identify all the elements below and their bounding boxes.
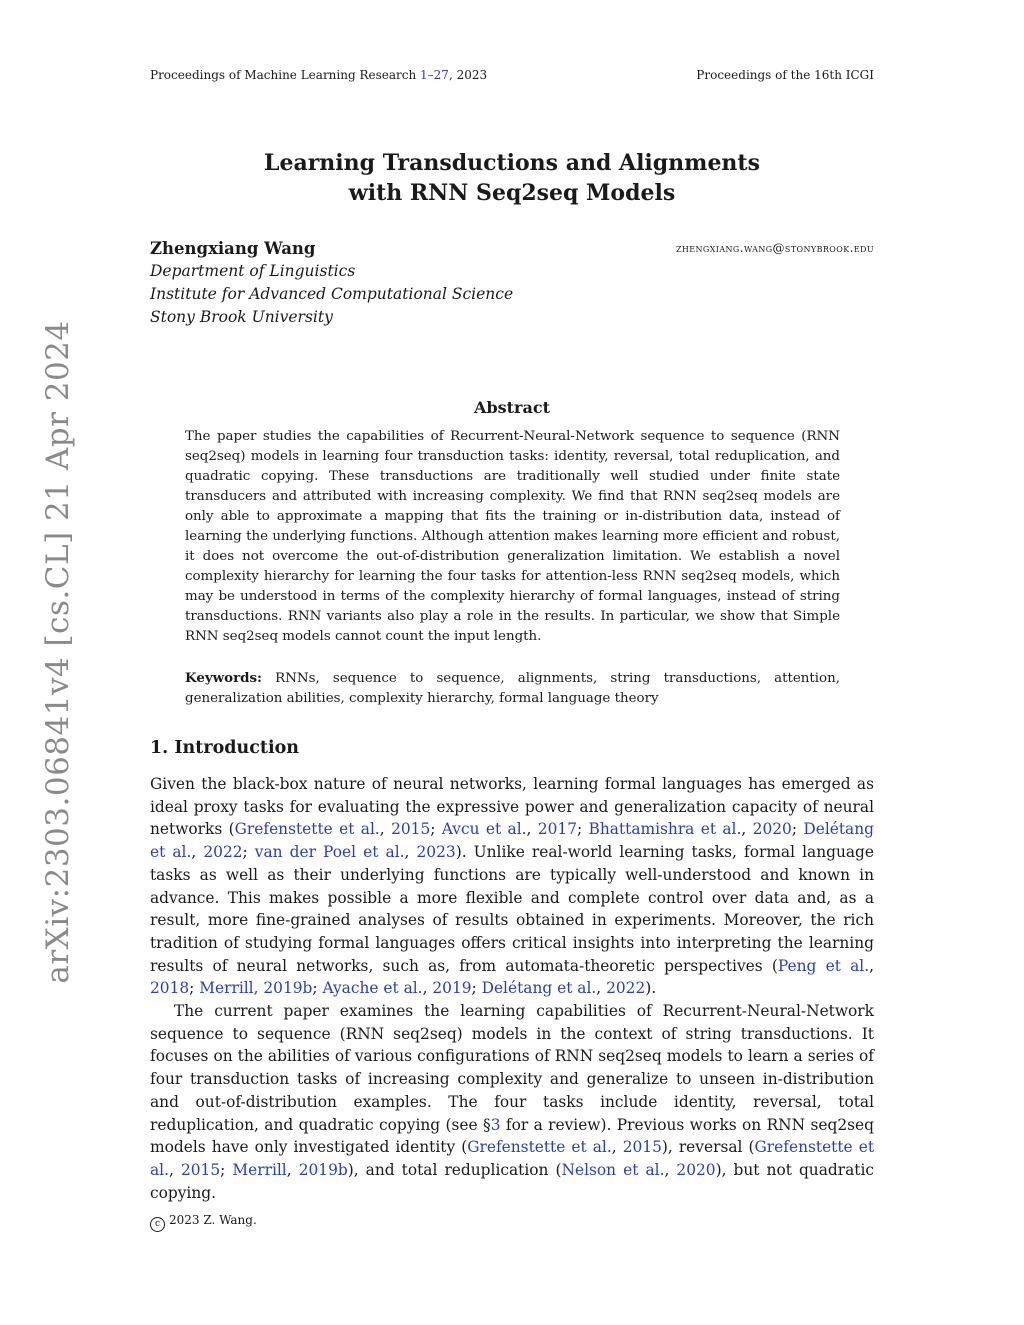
author-block — [150, 237, 513, 329]
citation-link[interactable]: 2015 — [180, 1160, 221, 1179]
title-line-2: with RNN Seq2seq Models — [348, 180, 676, 206]
citation-link[interactable]: Nelson et al. — [561, 1160, 665, 1179]
citation-link[interactable]: 2022 — [606, 979, 646, 998]
author-affiliation: Stony Brook University — [150, 308, 333, 326]
citation-link[interactable]: 3 — [490, 1115, 501, 1134]
running-header-left — [150, 68, 487, 82]
citation-link[interactable]: Grefenstette et al. — [234, 820, 380, 839]
running-header-right: Proceedings of the 16th ICGI — [696, 68, 874, 82]
citation-link[interactable]: Merrill, 2019b — [199, 979, 313, 998]
paragraph-2: The current paper examines the learning capabilities of Recurrent-Neural-Network sequence to sequence (RNN seq2seq) models in the context of string transductions. It focuses on the abilities of various configurations of RNN seq2seq models to learn a series of four transduction tasks of increasing complexity and generalize to unseen in-distribution and out-of-distribution examples. The four tasks include identity, reversal, total reduplication, and quadratic copying (see §3 for a review). Previous works on RNN seq2seq models have only investigated identity (Grefenstette et al., 2015), reversal (Grefenstette et al., 2015; Merrill, 2019b), and total reduplication (Nelson et al., 2020), but not quadratic copying. — [150, 1002, 875, 1202]
section-heading-introduction: 1. Introduction — [150, 738, 299, 758]
citation-link[interactable]: 2019 — [432, 979, 472, 998]
header-pages-link[interactable]: 1–27 — [420, 68, 449, 82]
paper-title — [0, 148, 1024, 208]
citation-link[interactable]: 2015 — [391, 820, 431, 839]
citation-link[interactable]: Peng et al. — [777, 956, 870, 975]
citation-link[interactable]: 2022 — [203, 843, 243, 862]
citation-link[interactable]: Ayache et al. — [322, 979, 423, 998]
citation-link[interactable]: Grefenstette et al. — [150, 1138, 875, 1179]
author-name: Zhengxiang Wang — [150, 239, 316, 258]
abstract-heading: Abstract — [474, 398, 550, 417]
citation-link[interactable]: 2020 — [752, 820, 792, 839]
paragraph-1: Given the black-box nature of neural networks, learning formal languages has emerged as ideal proxy tasks for evaluating the expressive power and generalization capacity of neural networks (Grefenstette et al., 2015; Avcu et al., 2017; Bhattamishra et al., 2020; Delétang et al., 2022; van der Poel et al., 2023). Unlike real-world learning tasks, formal language tasks as well as their underlying functions are typically well-understood and known in advance. This makes possible a more flexible and complete control over data and, as a result, more fine-grained analyses of results obtained in experiments. Moreover, the rich tradition of studying formal languages offers critical insights into interpreting the learning results of neural networks, such as, from automata-theoretic perspectives (Peng et al., 2018; Merrill, 2019b; Ayache et al., 2019; Delétang et al., 2022). — [150, 775, 875, 998]
citation-link[interactable]: 2018 — [150, 979, 190, 998]
header-journal: Proceedings of Machine Learning Research — [150, 68, 421, 82]
introduction-body — [150, 773, 874, 1204]
header-year: , 2023 — [448, 68, 488, 82]
citation-link[interactable]: 2015 — [622, 1138, 662, 1157]
copyright-icon: c — [150, 1217, 165, 1232]
author-email[interactable]: zhengxiang.wang@stonybrook.edu — [675, 241, 874, 255]
keywords — [185, 668, 840, 709]
citation-link[interactable]: Merrill — [232, 1160, 287, 1179]
citation-link[interactable]: Bhattamishra et al. — [588, 820, 742, 839]
copyright-text: 2023 Z. Wang. — [169, 1213, 257, 1227]
citation-link[interactable]: 2020 — [676, 1160, 716, 1179]
arxiv-side-stamp: arXiv:2303.06841v4 [cs.CL] 21 Apr 2024 — [40, 320, 76, 984]
citation-link[interactable]: Grefenstette et al. — [467, 1138, 612, 1157]
author-affiliation: Department of Linguistics — [150, 262, 356, 280]
citation-link[interactable]: 2019b — [298, 1160, 348, 1179]
citation-link[interactable]: Delétang et al. — [481, 979, 597, 998]
citation-link[interactable]: 2017 — [537, 820, 577, 839]
citation-link[interactable]: Avcu et al. — [441, 820, 527, 839]
citation-link[interactable]: Delétang et al. — [150, 820, 874, 862]
keywords-text: RNNs, sequence to sequence, alignments, string transductions, attention, generalization abilities, complexity hierarchy, formal language theory — [185, 671, 840, 706]
citation-link[interactable]: van der Poel et al. — [254, 843, 405, 862]
citation-link[interactable]: 2023 — [416, 843, 456, 862]
abstract-text: The paper studies the capabilities of Recurrent-Neural-Network sequence to sequence (RNN seq2seq) models in learning four transduction tasks: identity, reversal, total reduplication, and quadratic copying. These transductions are traditionally well studied under finite state transducers and attributed with increasing complexity. We find that RNN seq2seq models are only able to approximate a mapping that fits the training or in-distribution data, instead of learning the underlying functions. Although attention makes learning more efficient and robust, it does not overcome the out-of-distribution generalization limitation. We establish a novel complexity hierarchy for learning the four tasks for attention-less RNN seq2seq models, which may be understood in terms of the complexity hierarchy of formal languages, instead of string transductions. RNN variants also play a role in the results. In particular, we show that Simple RNN seq2seq models cannot count the input length. — [185, 429, 840, 644]
title-line-1: Learning Transductions and Alignments — [264, 150, 760, 176]
copyright-footer — [150, 1213, 257, 1232]
keywords-label: Keywords: — [185, 670, 263, 686]
author-affiliation: Institute for Advanced Computational Science — [150, 285, 514, 303]
